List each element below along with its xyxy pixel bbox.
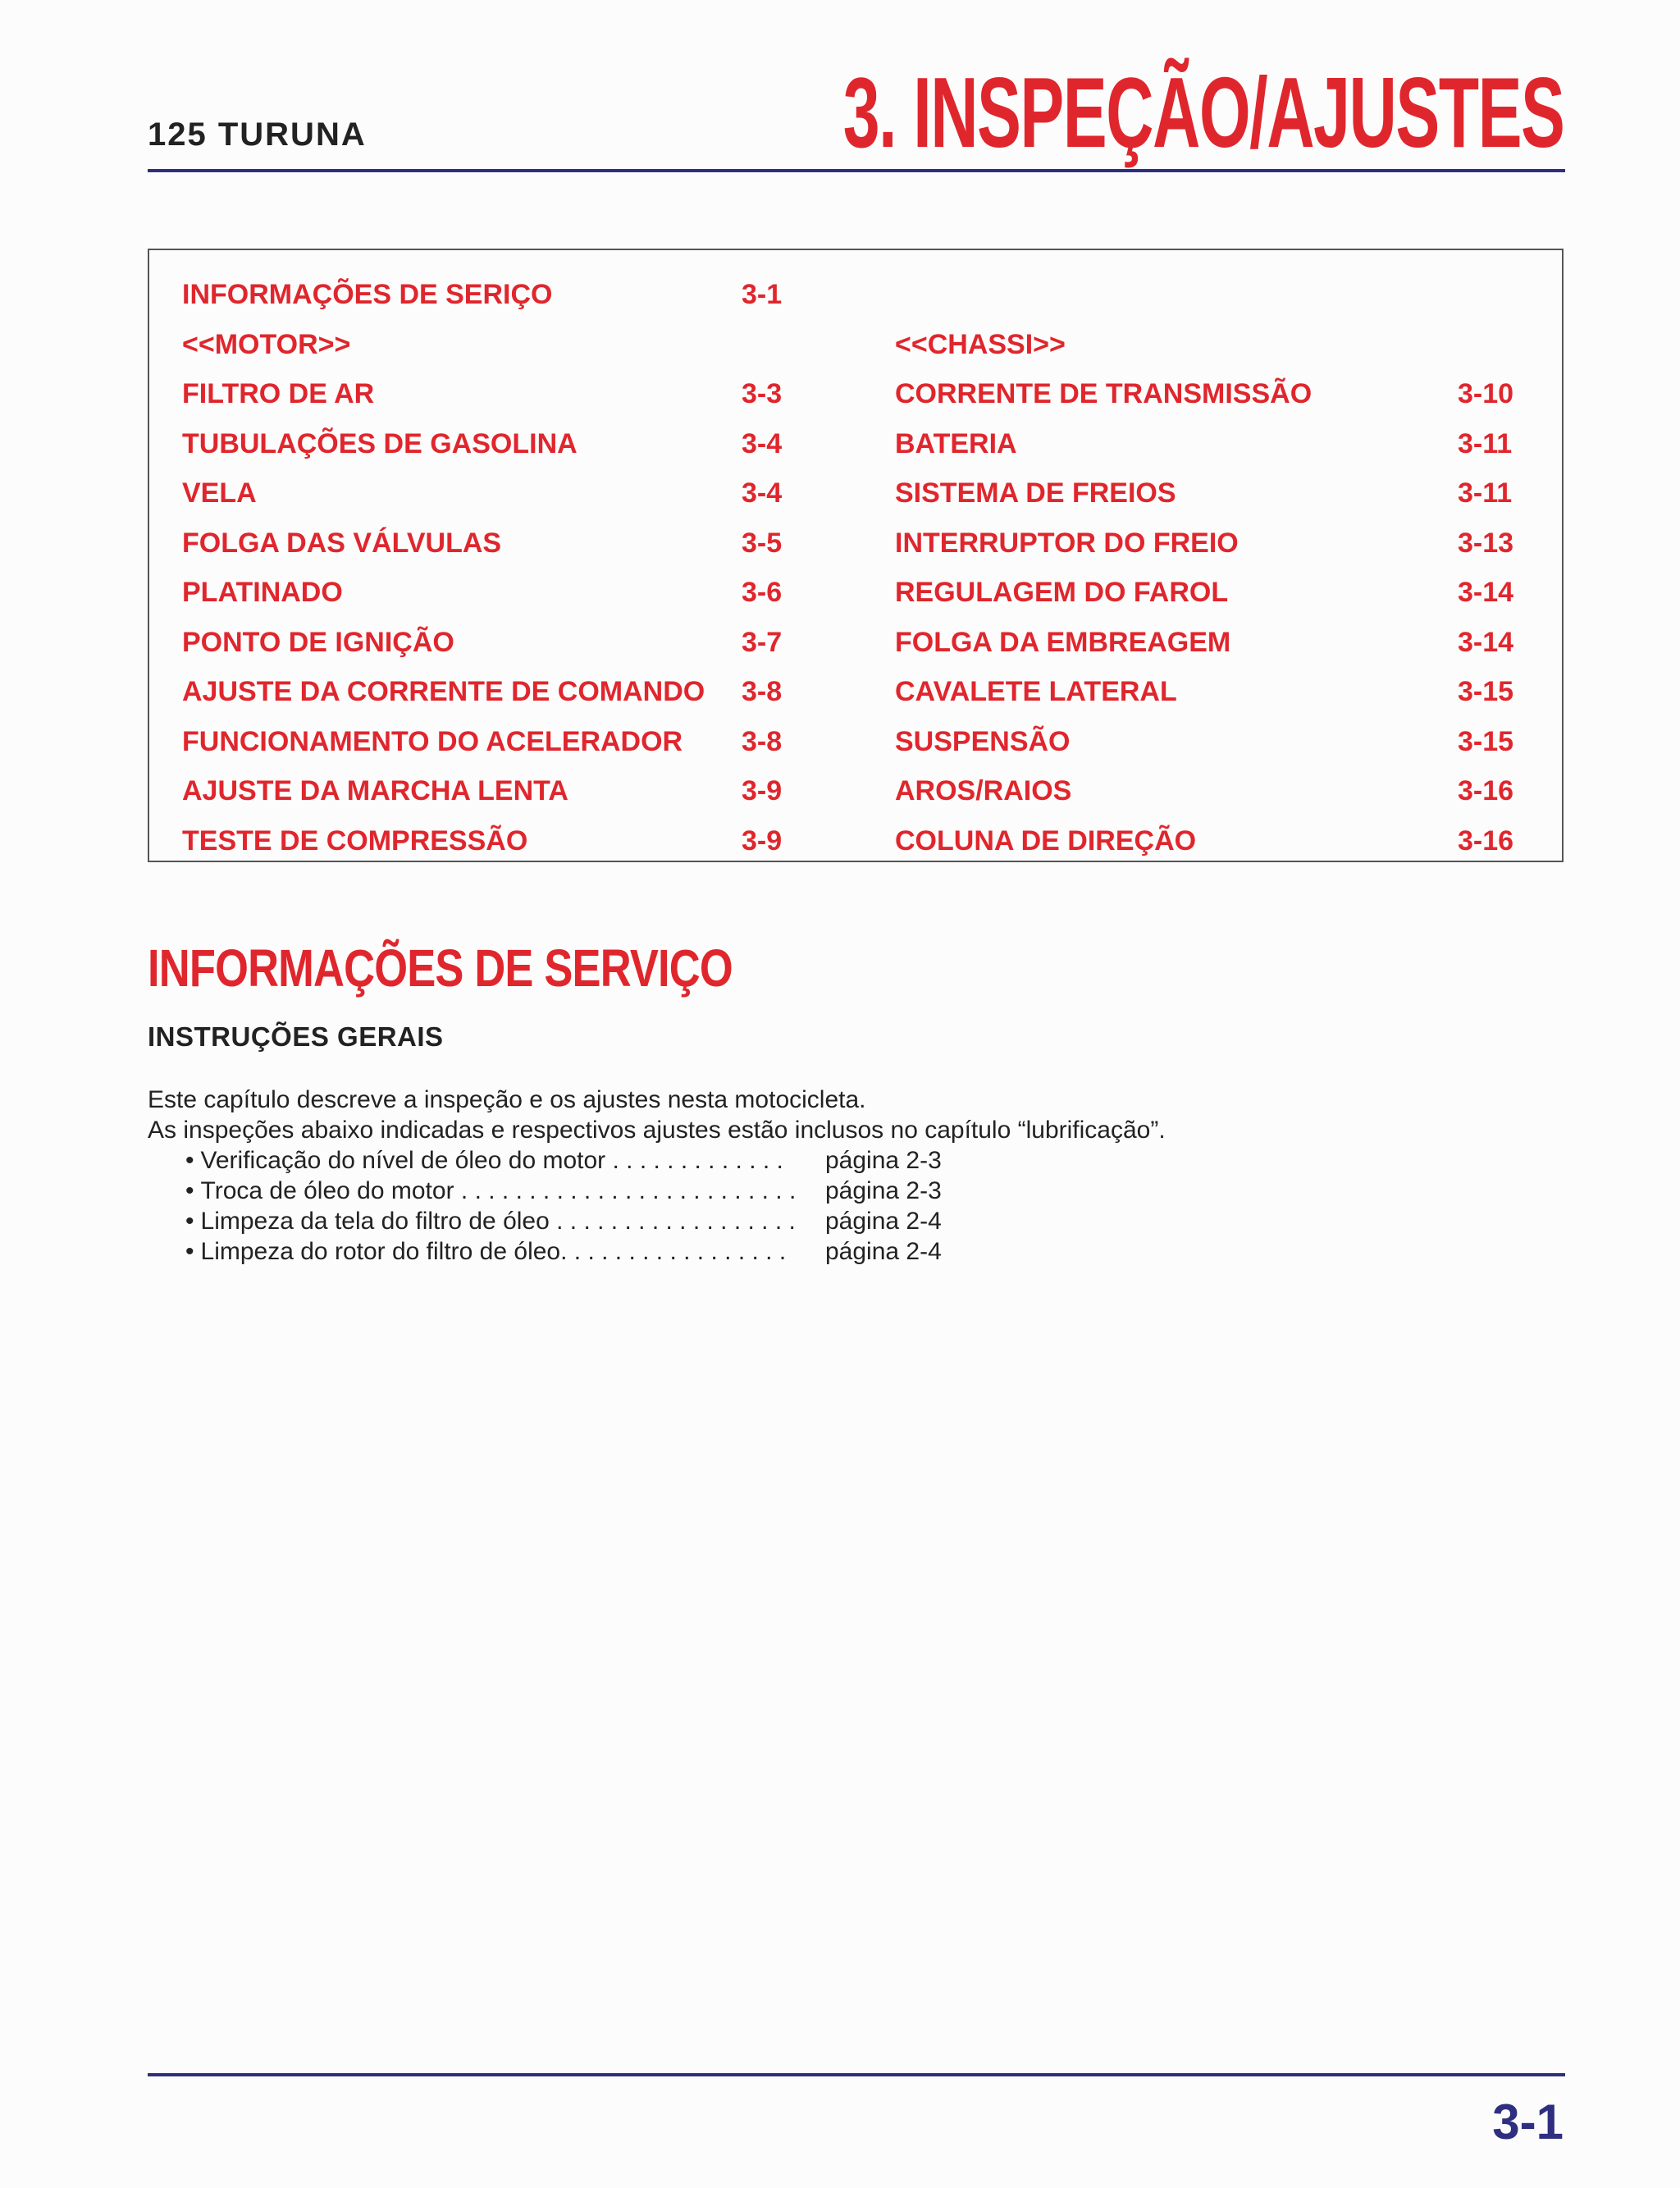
toc-item-page: 3-14 xyxy=(1458,626,1514,658)
chapter-title: 3. INSPEÇÃO/AJUSTES xyxy=(842,57,1564,168)
bullet-text: Limpeza do rotor do filtro de óleo. . . . . . . . . . . . . . . . . xyxy=(200,1238,787,1265)
bullet-text: Troca de óleo do motor . . . . . . . . . . . . . . . . . . . . . . . . . xyxy=(200,1177,797,1204)
toc-item xyxy=(895,374,1523,413)
bullet-mark: • xyxy=(185,1238,194,1265)
toc-item-page: 3-3 xyxy=(742,378,783,409)
intro-paragraph-2: As inspeções abaixo indicadas e respectivos ajustes estão inclusos no capítulo “lubrificação”. xyxy=(148,1117,1166,1144)
toc-item xyxy=(895,771,1523,811)
toc-item xyxy=(182,771,807,811)
toc-item xyxy=(895,424,1523,464)
toc-item xyxy=(182,424,807,464)
toc-item xyxy=(182,374,807,413)
toc-item-label: FOLGA DA EMBREAGEM xyxy=(895,626,1231,658)
toc-item-page: 3-1 xyxy=(742,279,783,310)
toc-item-label: BATERIA xyxy=(895,427,1017,459)
toc-item-page: 3-13 xyxy=(1458,527,1514,559)
toc-item-page: 3-6 xyxy=(742,577,783,608)
toc-item-page: 3-11 xyxy=(1458,477,1513,509)
toc-item-label: AJUSTE DA MARCHA LENTA xyxy=(182,775,568,806)
toc-item-page: 3-10 xyxy=(1458,378,1514,409)
bullet-text: Verificação do nível de óleo do motor . . . . . . . . . . . . . xyxy=(200,1147,783,1174)
toc-item-label: TESTE DE COMPRESSÃO xyxy=(182,824,528,856)
toc-item-page: 3-7 xyxy=(742,626,783,658)
toc-item-page: 3-11 xyxy=(1458,427,1513,459)
toc-item-label: FOLGA DAS VÁLVULAS xyxy=(182,527,502,559)
bullet-page: página 2-4 xyxy=(825,1208,942,1235)
toc-item xyxy=(182,473,807,513)
toc-item-page: 3-14 xyxy=(1458,577,1514,608)
toc-item-label: REGULAGEM DO FAROL xyxy=(895,577,1229,608)
toc-item-label: AJUSTE DA CORRENTE DE COMANDO xyxy=(182,676,705,707)
toc-item xyxy=(895,672,1523,711)
model-name: 125 TURUNA xyxy=(148,116,367,153)
toc-item-label: AROS/RAIOS xyxy=(895,775,1072,806)
bullet-mark: • xyxy=(185,1177,194,1204)
toc-item xyxy=(182,573,807,612)
toc-item-page: 3-8 xyxy=(742,676,783,707)
toc-item-page: 3-5 xyxy=(742,527,783,559)
toc-item-label: <<MOTOR>> xyxy=(182,328,351,360)
footer-rule xyxy=(148,2073,1565,2076)
toc-item-label: <<CHASSI>> xyxy=(895,328,1066,360)
bullet-item xyxy=(185,1238,942,1266)
toc-item xyxy=(182,325,807,364)
toc-item xyxy=(895,722,1523,761)
toc-item xyxy=(182,275,807,314)
toc-item-label: SISTEMA DE FREIOS xyxy=(895,477,1176,509)
toc-item xyxy=(182,523,807,563)
bullet-item xyxy=(185,1208,942,1236)
page-number: 3-1 xyxy=(1492,2094,1564,2149)
toc-item-label: PLATINADO xyxy=(182,577,343,608)
toc-item-label: CORRENTE DE TRANSMISSÃO xyxy=(895,378,1312,409)
toc-item xyxy=(895,573,1523,612)
toc-item-label: CAVALETE LATERAL xyxy=(895,676,1177,707)
toc-item-label: FILTRO DE AR xyxy=(182,378,375,409)
toc-item-page: 3-15 xyxy=(1458,725,1514,757)
toc-item-page: 3-9 xyxy=(742,824,783,856)
toc-item-label: PONTO DE IGNIÇÃO xyxy=(182,626,454,658)
bullet-page: página 2-3 xyxy=(825,1177,942,1204)
toc-item-label: VELA xyxy=(182,477,257,509)
header-rule xyxy=(148,169,1565,172)
toc-item xyxy=(895,821,1523,861)
toc-item-page: 3-9 xyxy=(742,775,783,806)
toc-item-label: COLUNA DE DIREÇÃO xyxy=(895,824,1197,856)
toc-item-page: 3-16 xyxy=(1458,775,1514,806)
toc-item-page: 3-4 xyxy=(742,427,783,459)
toc-item-label: INFORMAÇÕES DE SERIÇO xyxy=(182,279,553,310)
toc-item xyxy=(182,672,807,711)
bullet-mark: • xyxy=(185,1208,194,1235)
bullet-item xyxy=(185,1177,942,1205)
bullet-mark: • xyxy=(185,1147,194,1174)
bullet-page: página 2-3 xyxy=(825,1147,942,1174)
toc-item xyxy=(182,722,807,761)
toc-item-page: 3-4 xyxy=(742,477,783,509)
toc-item-page: 3-15 xyxy=(1458,676,1514,707)
bullet-item xyxy=(185,1147,942,1175)
section-title: INFORMAÇÕES DE SERVIÇO xyxy=(148,939,733,998)
toc-item-label: SUSPENSÃO xyxy=(895,725,1071,757)
toc-item-label: INTERRUPTOR DO FREIO xyxy=(895,527,1239,559)
intro-paragraph-1: Este capítulo descreve a inspeção e os ajustes nesta motocicleta. xyxy=(148,1086,866,1113)
toc-item xyxy=(182,821,807,861)
toc-item-label: TUBULAÇÕES DE GASOLINA xyxy=(182,427,578,459)
bullet-text: Limpeza da tela do filtro de óleo . . . . . . . . . . . . . . . . . . xyxy=(200,1208,796,1235)
toc-item xyxy=(895,523,1523,563)
toc-item-page: 3-16 xyxy=(1458,824,1514,856)
toc-item xyxy=(182,623,807,662)
toc-item-page: 3-8 xyxy=(742,725,783,757)
toc-item xyxy=(895,473,1523,513)
bullet-page: página 2-4 xyxy=(825,1238,942,1265)
toc-item xyxy=(895,325,1523,364)
subsection-title: INSTRUÇÕES GERAIS xyxy=(148,1021,444,1052)
table-of-contents xyxy=(148,249,1564,862)
toc-item xyxy=(895,623,1523,662)
toc-item-label: FUNCIONAMENTO DO ACELERADOR xyxy=(182,725,683,757)
